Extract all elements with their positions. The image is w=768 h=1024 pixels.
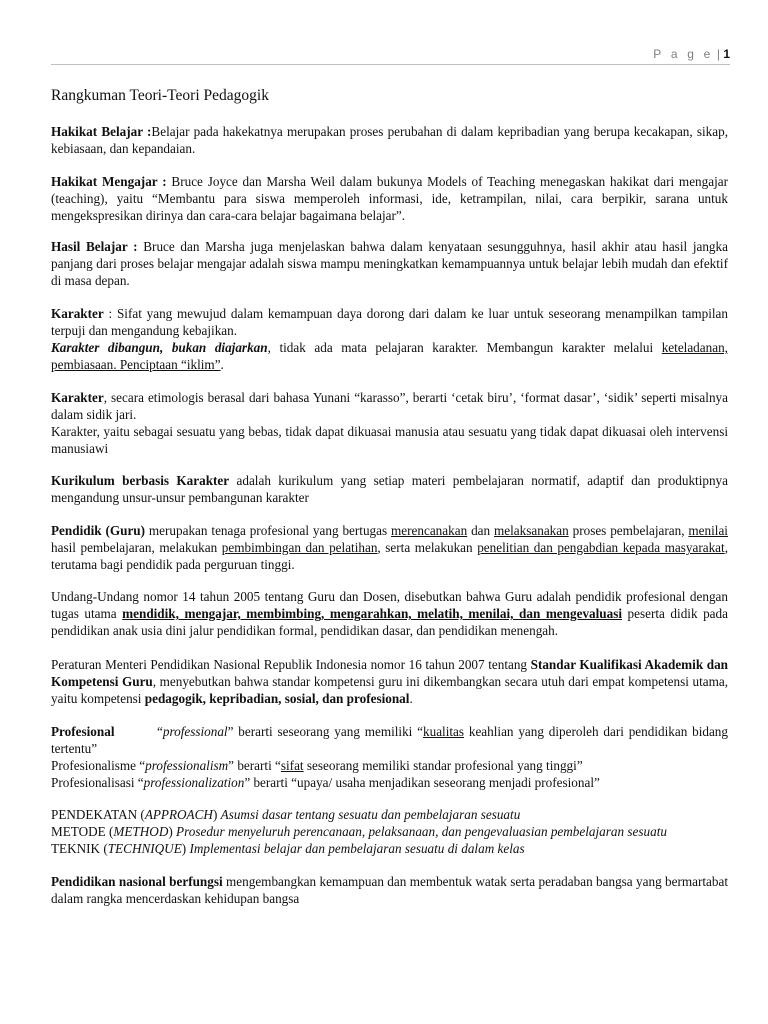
standar-kualifikasi: Standar Kualifikasi Akademik dan Kompetensi Guru xyxy=(51,657,728,689)
paragraph-karakter-definition xyxy=(51,305,728,373)
text-profesionalisasi: ” berarti “upaya/ usaha menjadikan seseorang menjadi profesional” xyxy=(244,775,600,790)
term-profesionalisasi: Profesionalisasi “ xyxy=(51,775,144,790)
term-karakter-2: Karakter xyxy=(51,390,104,405)
term-method: METHOD xyxy=(113,824,169,839)
karakter-method: keteladanan, pembiasaan. Penciptaan “iklim” xyxy=(51,340,728,372)
paren-close-3: ) xyxy=(181,841,190,856)
text-permen-1: Peraturan Menteri Pendidikan Nasional Republik Indonesia nomor 16 tahun 2007 tentang xyxy=(51,657,531,672)
paragraph-profesionalisme xyxy=(51,757,728,791)
paragraph-profesional xyxy=(51,723,728,757)
text-profesional-2: keahlian yang diperoleh dari pendidikan bidang tertentu” xyxy=(51,724,728,756)
term-hasil-belajar: Hasil Belajar : xyxy=(51,239,138,254)
term-professional-en: professional xyxy=(162,724,228,739)
text-profesional-1: ” berarti seseorang yang memiliki “ xyxy=(227,724,424,739)
text-karakter-etimologi: , secara etimologis berasal dari bahasa Yunani “karasso”, berarti ‘cetak biru’, ‘format dasar’, ‘sidik’ seperti misalnya dalam sidik jari. xyxy=(51,390,728,422)
text-karakter: : Sifat yang mewujud dalam kemampuan daya dorong dari dalam ke luar untuk seseorang menampilkan tampilan terpuji dan mengandung kebajikan. xyxy=(51,306,728,338)
text-pendidik-6: , terutama bagi pendidik pada perguruan tinggi. xyxy=(51,540,728,572)
desc-pendekatan: Asumsi dasar tentang sesuatu dan pembelajaran sesuatu xyxy=(220,807,521,822)
text-profesionalisme-1: ” berarti “ xyxy=(228,758,281,773)
text-uu-2: peserta didik pada pendidikan anak usia dini jalur pendidikan formal, pendidikan dasar, dan pendidikan menengah. xyxy=(51,606,728,638)
text-pendidik-2: dan xyxy=(467,523,495,538)
text-hakikat-mengajar: Bruce Joyce dan Marsha Weil dalam bukunya Models of Teaching menegaskan hakikat dari mengajar (teaching), yaitu “Membantu para siswa memperoleh informasi, ide, ketrampilan, nilai, cara berpikir, sarana untuk mengekspresikan dirinya dan cara-cara belajar bagaimana belajar”. xyxy=(51,174,728,223)
text-profesionalisme-2: seseorang memiliki standar profesional yang tinggi” xyxy=(303,758,583,773)
term-pendidik: Pendidik (Guru) xyxy=(51,523,146,538)
quote-open: “ xyxy=(157,724,163,739)
karakter-motto: Karakter dibangun, bukan diajarkan xyxy=(51,340,268,355)
term-pendidikan-nasional: Pendidikan nasional berfungsi xyxy=(51,874,223,889)
page-number: 1 xyxy=(723,47,730,61)
text-permen-2: , menyebutkan bahwa standar kompetensi guru ini dikembangkan secara utuh dari empat kompetensi utama, yaitu kompetensi xyxy=(51,674,729,706)
term-teknik: TEKNIK ( xyxy=(51,841,108,856)
text-pendidikan-nasional: mengembangkan kemampuan dan membentuk watak serta peradaban bangsa yang bermartabat dalam rangka mencerdaskan kehidupan bangsa xyxy=(51,874,729,906)
duty-menilai: menilai xyxy=(688,523,728,538)
term-profesionalisme: Profesionalisme “ xyxy=(51,758,146,773)
paragraph-hakikat-belajar xyxy=(51,123,728,157)
term-approach: APPROACH xyxy=(144,807,213,822)
paragraph-undang-undang xyxy=(51,588,728,639)
term-professionalism-en: professionalism xyxy=(145,758,229,773)
paragraph-pendidikan-nasional xyxy=(51,873,728,907)
term-metode: METODE ( xyxy=(51,824,114,839)
text-karakter-end: . xyxy=(220,357,224,372)
word-sifat: sifat xyxy=(280,758,304,773)
term-technique: TECHNIQUE xyxy=(107,841,182,856)
term-kurikulum: Kurikulum berbasis Karakter xyxy=(51,473,230,488)
duty-penelitian: penelitian dan pengabdian kepada masyarakat xyxy=(477,540,725,555)
text-hasil-belajar: Bruce dan Marsha juga menjelaskan bahwa dalam kenyataan sesungguhnya, hasil akhir atau hasil jangka panjang dari proses belajar mengajar adalah siswa mampu meningkatkan kemampuannya untuk belajar lebih mudah dan efektif di masa depan. xyxy=(51,239,728,288)
guru-main-tasks: mendidik, mengajar, membimbing, mengarahkan, melatih, menilai, dan mengevaluasi xyxy=(122,606,623,621)
text-karakter-2: , tidak ada mata pelajaran karakter. Membangun karakter melalui xyxy=(267,340,662,355)
text-pendidik-1: merupakan tenaga profesional yang bertugas xyxy=(145,523,392,538)
term-hakikat-mengajar: Hakikat Mengajar : xyxy=(51,174,167,189)
paragraph-kurikulum xyxy=(51,472,728,506)
term-pendekatan: PENDEKATAN ( xyxy=(51,807,145,822)
text-pendidik-3: proses pembelajaran, xyxy=(568,523,689,538)
paragraph-pendidik xyxy=(51,522,728,573)
text-hakikat-belajar: Belajar pada hakekatnya merupakan proses perubahan di dalam kepribadian yang berupa kecakapan, sikap, kebiasaan, dan kepandaian. xyxy=(51,124,728,156)
document-title: Rangkuman Teori-Teori Pedagogik xyxy=(51,87,269,104)
paragraph-karakter-etimologi xyxy=(51,389,728,457)
duty-melaksanakan: melaksanakan xyxy=(494,523,569,538)
paragraph-peraturan-menteri xyxy=(51,656,728,707)
page-header xyxy=(51,46,730,65)
page-label: P a g e xyxy=(653,47,714,61)
term-hakikat-belajar: Hakikat Belajar : xyxy=(51,124,152,139)
text-pendidik-5: , serta melakukan xyxy=(377,540,478,555)
term-profesional: Profesional xyxy=(51,724,115,739)
text-uu-1: Undang-Undang nomor 14 tahun 2005 tentang Guru dan Dosen, disebutkan bahwa Guru adalah pendidik profesional dengan tugas utama xyxy=(51,589,728,621)
text-pendidik-4: hasil pembelajaran, melakukan xyxy=(51,540,222,555)
text-permen-3: . xyxy=(409,691,413,706)
desc-teknik: Implementasi belajar dan pembelajaran sesuatu di dalam kelas xyxy=(189,841,525,856)
term-karakter: Karakter xyxy=(51,306,104,321)
desc-metode: Prosedur menyeluruh perencanaan, pelaksanaan, dan pengevaluasian pembelajaran sesuatu xyxy=(176,824,667,839)
duty-merencanakan: merencanakan xyxy=(391,523,468,538)
paragraph-hakikat-mengajar xyxy=(51,173,728,224)
paragraph-hasil-belajar xyxy=(51,238,728,289)
empat-kompetensi: pedagogik, kepribadian, sosial, dan profesional xyxy=(144,691,410,706)
paragraph-pendekatan-metode-teknik xyxy=(51,806,728,857)
page-separator: | xyxy=(713,47,724,61)
text-karakter-bebas: Karakter, yaitu sebagai sesuatu yang bebas, tidak dapat dikuasai manusia atau sesuatu yang tidak dapat dikuasai oleh intervensi manusiawi xyxy=(51,424,728,456)
word-kualitas: kualitas xyxy=(423,724,465,739)
text-kurikulum: adalah kurikulum yang setiap materi pembelajaran normatif, adaptif dan produktipnya mengandung unsur-unsur pembangunan karakter xyxy=(51,473,728,505)
paren-close-2: ) xyxy=(168,824,177,839)
paren-close-1: ) xyxy=(212,807,221,822)
duty-pembimbingan: pembimbingan dan pelatihan xyxy=(221,540,378,555)
term-professionalization-en: professionalization xyxy=(143,775,245,790)
